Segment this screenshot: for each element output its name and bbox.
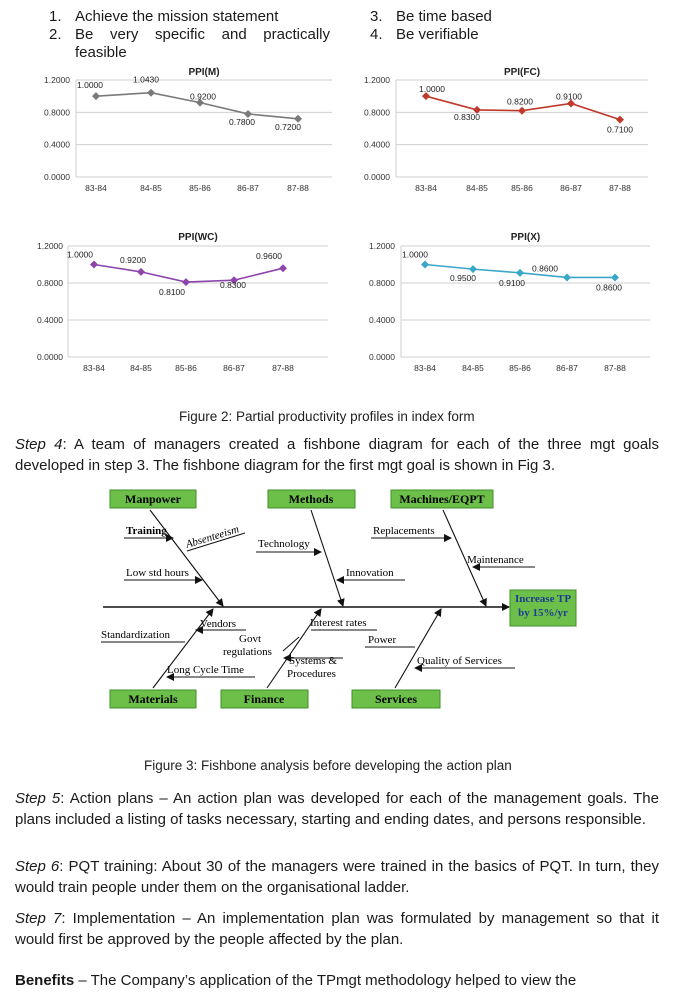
bone-methods — [311, 510, 343, 606]
data-label: 0.7100 — [607, 124, 633, 135]
y-tick-label: 1.2000 — [37, 241, 63, 251]
category-label: Finance — [243, 692, 285, 706]
chart-title: PPI(FC) — [503, 67, 541, 78]
data-point — [137, 268, 145, 276]
step5-paragraph — [15, 788, 659, 830]
x-tick-label: 83-84 — [83, 363, 105, 373]
cause-label: Interest rates — [310, 617, 367, 629]
data-label: 1.0000 — [419, 84, 445, 95]
y-tick-label: 0.8000 — [364, 107, 390, 118]
x-tick-label: 84-85 — [466, 183, 488, 193]
data-label: 0.9200 — [120, 254, 146, 265]
list-text: Be time based — [396, 8, 492, 25]
cause-label: Long Cycle Time — [167, 664, 245, 676]
data-label: 1.0430 — [133, 74, 159, 85]
data-label: 1.0000 — [402, 249, 428, 260]
category-label: Manpower — [125, 492, 181, 506]
y-tick-label: 1.2000 — [364, 75, 390, 85]
cause-label: Standardization — [101, 629, 171, 641]
y-tick-label: 0.0000 — [369, 352, 395, 362]
data-point — [616, 116, 624, 124]
y-tick-label: 0.4000 — [44, 139, 70, 150]
y-tick-label: 0.8000 — [369, 278, 395, 288]
data-point — [147, 89, 155, 97]
list-number: 1. — [49, 8, 62, 25]
data-label: 0.9200 — [190, 91, 216, 102]
y-tick-label: 0.8000 — [37, 278, 63, 288]
step4-paragraph — [15, 434, 659, 476]
list-text: Be verifiable — [396, 26, 479, 43]
data-point — [611, 273, 619, 281]
cause-label: regulations — [223, 646, 272, 658]
category-label: Methods — [288, 492, 334, 506]
data-label: 0.8600 — [596, 282, 622, 293]
x-tick-label: 87-88 — [272, 363, 294, 373]
y-tick-label: 0.4000 — [369, 315, 395, 325]
data-label: 0.9600 — [256, 251, 282, 262]
x-tick-label: 83-84 — [415, 183, 437, 193]
y-tick-label: 0.0000 — [364, 172, 390, 182]
bone-services — [395, 609, 441, 688]
data-label: 0.7200 — [275, 121, 301, 132]
list-text: Achieve the mission statement — [75, 8, 279, 25]
data-label: 0.9100 — [556, 91, 582, 102]
ppi-m-chart — [30, 64, 340, 204]
x-tick-label: 86-87 — [560, 183, 582, 193]
data-point — [92, 92, 100, 100]
cause-label: Systems & — [289, 655, 337, 667]
list-text: feasible — [75, 44, 127, 61]
category-label: Materials — [128, 692, 178, 706]
x-tick-label: 84-85 — [130, 363, 152, 373]
figure2-caption: Figure 2: Partial productivity profiles in index form — [179, 409, 475, 424]
data-point — [182, 278, 190, 286]
x-tick-label: 86-87 — [237, 183, 259, 193]
list-item — [49, 26, 330, 62]
list-number: 4. — [370, 26, 383, 43]
data-label: 0.8100 — [159, 287, 185, 298]
y-tick-label: 0.0000 — [44, 172, 70, 182]
data-label: 0.7800 — [229, 116, 255, 127]
cause-label: Maintenance — [467, 554, 524, 566]
cause-label: Quality of Services — [417, 655, 502, 667]
effect-label: Increase TP — [514, 593, 572, 605]
fishbone-diagram — [95, 486, 585, 711]
list-text: Be very specific and practically — [75, 26, 330, 43]
cause-label: Innovation — [346, 567, 394, 579]
x-tick-label: 85-86 — [509, 363, 531, 373]
data-label: 0.8300 — [454, 111, 480, 122]
list-number: 2. — [49, 26, 62, 43]
cause-label: Govt — [239, 633, 261, 645]
step-text: : Action plans – An action plan was developed for each of the management goals. The plans included a listing of tasks necessary, starting and ending dates, and persons responsible. — [15, 790, 659, 828]
series-line — [94, 265, 283, 283]
data-label: 0.8200 — [507, 96, 533, 107]
y-tick-label: 0.4000 — [37, 315, 63, 325]
data-label: 1.0000 — [77, 80, 103, 91]
chart-title: PPI(X) — [510, 232, 541, 243]
step-text: : A team of managers created a fishbone diagram for each of the three mgt goals developed in step 3. The fishbone diagram for the first mgt goal is shown in Fig 3. — [15, 436, 659, 474]
x-tick-label: 83-84 — [85, 183, 107, 193]
step-text: : Implementation – An implementation plan was formulated by management so that it would first be approved by the people affected by the plan. — [15, 910, 659, 948]
data-label: 0.8300 — [220, 280, 246, 291]
data-label: 0.9500 — [450, 273, 476, 284]
y-tick-label: 1.2000 — [369, 241, 395, 251]
step-label: Step 6 — [15, 858, 60, 875]
data-point — [518, 107, 526, 115]
data-point — [279, 264, 287, 272]
category-label: Services — [375, 692, 417, 706]
x-tick-label: 84-85 — [140, 183, 162, 193]
cause-label: Power — [368, 634, 397, 646]
x-tick-label: 87-88 — [604, 363, 626, 373]
x-tick-label: 85-86 — [175, 363, 197, 373]
figure3-caption: Figure 3: Fishbone analysis before developing the action plan — [144, 758, 512, 773]
x-tick-label: 84-85 — [462, 363, 484, 373]
cause-label: Absenteeism — [184, 523, 241, 551]
category-label: Machines/EQPT — [399, 492, 485, 506]
cause-label: Replacements — [373, 525, 435, 537]
data-point — [469, 265, 477, 273]
benefits-text: – The Company’s application of the TPmgt methodology helped to view the — [74, 972, 577, 989]
step-text: : PQT training: About 30 of the managers were trained in the basics of PQT. In turn, they would train people under them on the organisational ladder. — [15, 858, 659, 896]
x-tick-label: 87-88 — [287, 183, 309, 193]
data-point — [90, 261, 98, 269]
data-label: 0.8600 — [532, 263, 558, 274]
cause-label: Technology — [258, 538, 310, 550]
data-point — [563, 273, 571, 281]
list-number: 3. — [370, 8, 383, 25]
y-tick-label: 0.8000 — [44, 107, 70, 118]
x-tick-label: 85-86 — [511, 183, 533, 193]
y-tick-label: 1.2000 — [44, 75, 70, 85]
x-tick-label: 83-84 — [414, 363, 436, 373]
x-tick-label: 86-87 — [556, 363, 578, 373]
data-label: 1.0000 — [67, 249, 93, 260]
cause-label: Training — [126, 525, 167, 537]
cause-label: Vendors — [200, 618, 237, 630]
data-point — [516, 269, 524, 277]
step-label: Step 4 — [15, 436, 63, 453]
step6-paragraph — [15, 856, 659, 898]
data-point — [421, 261, 429, 269]
benefits-label: Benefits — [15, 972, 75, 989]
step-label: Step 7 — [15, 910, 62, 927]
ppi-wc-chart — [25, 229, 335, 379]
chart-title: PPI(WC) — [178, 232, 218, 243]
y-tick-label: 0.4000 — [364, 139, 390, 150]
data-label: 0.9100 — [499, 277, 525, 288]
ppi-fc-chart — [358, 64, 658, 204]
step-label: Step 5 — [15, 790, 61, 807]
effect-label: by 15%/yr — [518, 607, 568, 619]
x-tick-label: 87-88 — [609, 183, 631, 193]
benefits-paragraph — [15, 970, 659, 991]
y-tick-label: 0.0000 — [37, 352, 63, 362]
chart-title: PPI(M) — [188, 67, 220, 78]
cause-label: Low std hours — [126, 567, 189, 579]
x-tick-label: 86-87 — [223, 363, 245, 373]
x-tick-label: 85-86 — [189, 183, 211, 193]
cause-label: Procedures — [287, 668, 336, 680]
ppi-x-chart — [355, 229, 658, 379]
step7-paragraph — [15, 908, 659, 950]
